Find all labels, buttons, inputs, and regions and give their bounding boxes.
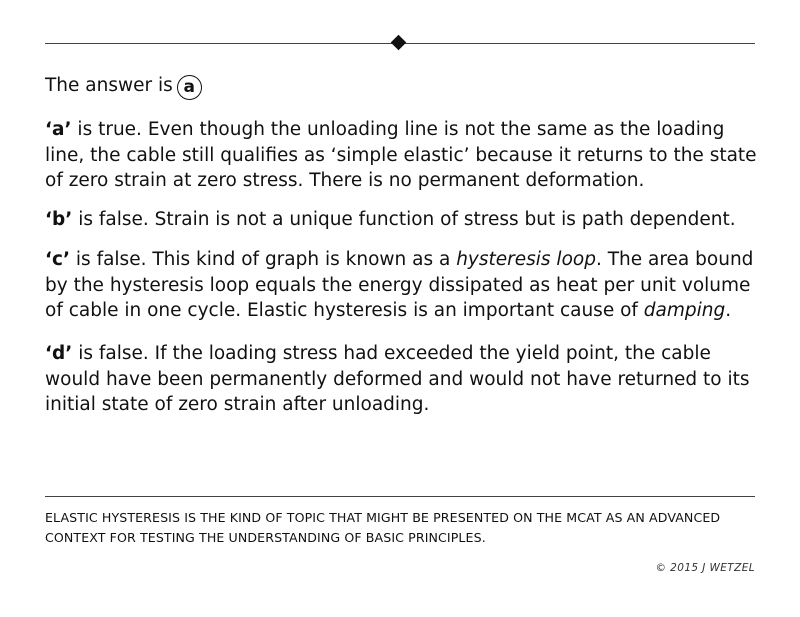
explanation-a [45, 117, 760, 194]
explanation-c-text-3: . [725, 300, 732, 321]
explanation-b-text: is false. Strain is not a unique function of stress but is path dependent. [72, 209, 736, 230]
answer-choice-badge: a [177, 75, 202, 100]
choice-letter-c: ‘c’ [45, 249, 71, 270]
explanation-c-text-1: is false. This kind of graph is known as a [70, 249, 457, 270]
explanation-c [45, 247, 760, 324]
choice-letter-b: ‘b’ [45, 209, 73, 230]
explanation-a-text: is true. Even though the unloading line is not the same as the loading line, the cable still qualifies as ‘simple elastic’ because it returns to the state of zero strain at zero stress. There is no permanent deformation. [45, 119, 757, 191]
answer-prefix: The answer is [45, 75, 173, 96]
explanation-c-text-2: . The area bound by the hysteresis loop equals the energy dissipated as heat per unit volume of cable in one cycle. Elastic hysteresis is an important cause of [45, 249, 754, 321]
explanation-b [45, 207, 760, 233]
copyright: © 2015 J WETZEL [655, 562, 755, 574]
choice-letter-d: ‘d’ [45, 343, 73, 364]
explanation-d-text: is false. If the loading stress had exceeded the yield point, the cable would have been permanently deformed and would not have returned to its initial state of zero strain after unloading. [45, 343, 750, 415]
explanation-d [45, 341, 760, 418]
answer-line [45, 73, 202, 100]
footer-note: ELASTIC HYSTERESIS IS THE KIND OF TOPIC THAT MIGHT BE PRESENTED ON THE MCAT AS AN ADVANCED CONTEXT FOR TESTING THE UNDERSTANDING OF BASIC PRINCIPLES. [45, 510, 721, 545]
choice-letter-a: ‘a’ [45, 119, 72, 140]
bottom-divider [45, 496, 755, 497]
diamond-ornament-icon [391, 35, 407, 51]
term-hysteresis-loop: hysteresis loop [456, 249, 596, 270]
term-damping: damping [643, 300, 726, 321]
